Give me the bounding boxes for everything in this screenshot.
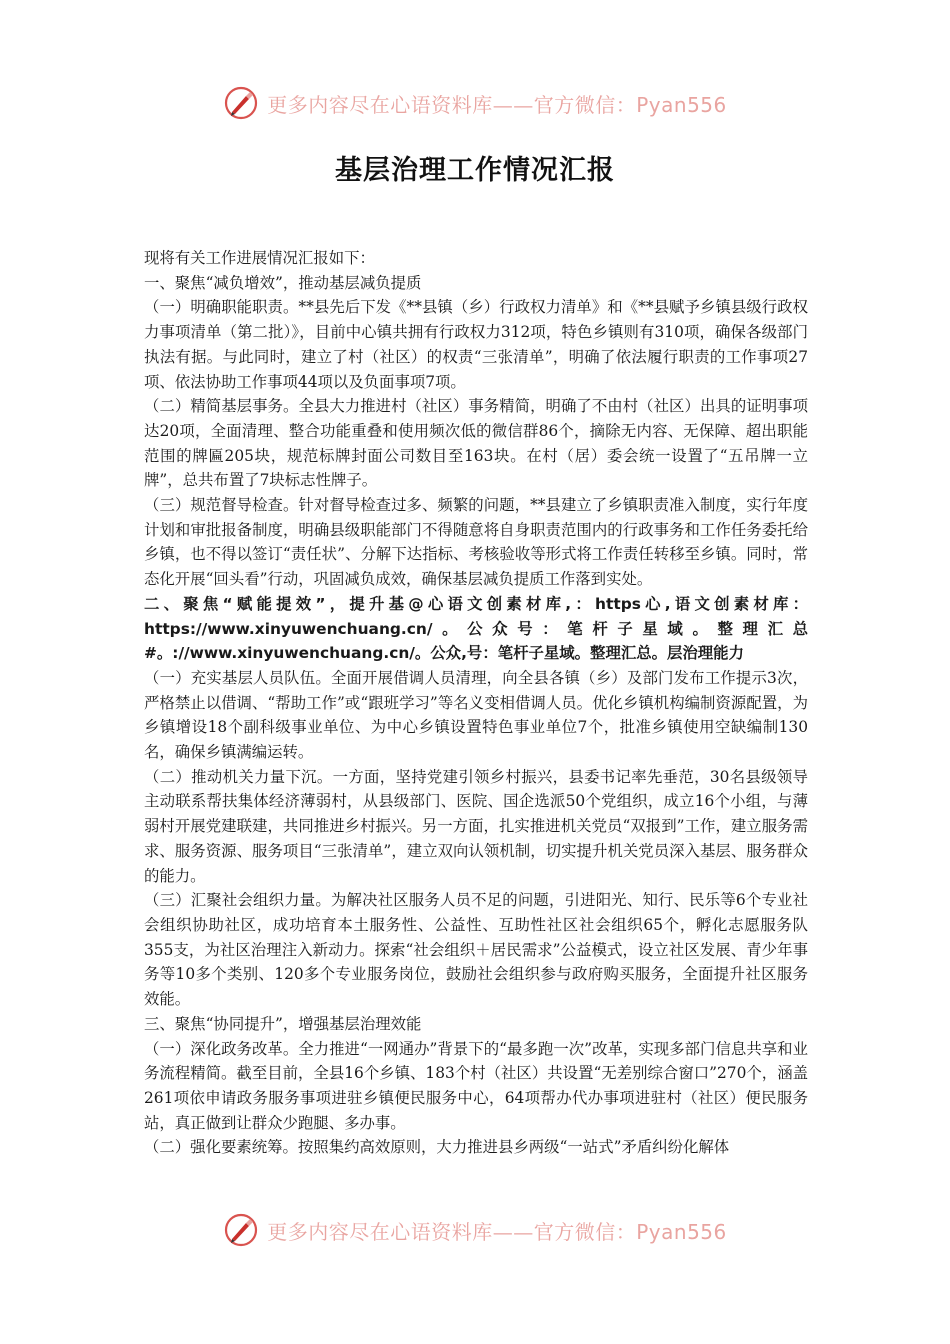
document-body bbox=[144, 246, 808, 1160]
paragraph: （一）明确职能职责。**县先后下发《**县镇（乡）行政权力清单》和《**县赋予乡镇县级行政权力事项清单（第二批）》，目前中心镇共拥有行政权力312项，特色乡镇则有310项，确保各级部门执法有据。与此同时，建立了村（社区）的权责“三张清单”，明确了依法履行职责的工作事项27项、依法协助工作事项44项以及负面事项7项。 bbox=[144, 298, 808, 391]
paragraph: （三）汇聚社会组织力量。为解决社区服务人员不足的问题，引进阳光、知行、民乐等6个专业社会组织协助社区，成功培育本土服务性、公益性、互助性社区社会组织65个，孵化志愿服务队355支，为社区治理注入新动力。探索“社会组织＋居民需求”公益模式，设立社区发展、青少年事务等10多个类别、120多个专业服务岗位，鼓励社会组织参与政府购买服务，全面提升社区服务效能。 bbox=[144, 891, 808, 1009]
pen-logo-icon bbox=[223, 1212, 259, 1248]
paragraph: （二）精简基层事务。全县大力推进村（社区）事务精简，明确了不由村（社区）出具的证明事项达20项，全面清理、整合功能重叠和使用频次低的微信群86个，摘除无内容、无保障、超出职能范围的牌匾205块，规范标牌封面公司数目至163块。在村（居）委会统一设置了“五吊牌一立牌”，总共布置了7块标志性牌子。 bbox=[144, 397, 808, 490]
paragraph: （二）强化要素统筹。按照集约高效原则，大力推进县乡两级“一站式”矛盾纠纷化解体 bbox=[144, 1138, 730, 1157]
section-heading-3: 三、聚焦“协同提升”，增强基层治理效能 bbox=[144, 1014, 422, 1033]
paragraph: （二）推动机关力量下沉。一方面，坚持党建引领乡村振兴，县委书记率先垂范，30名县级领导主动联系帮扶集体经济薄弱村，从县级部门、医院、国企选派50个党组织，成立16个小组，与薄弱村开展党建联建，共同推进乡村振兴。另一方面，扎实推进机关党员“双报到”工作，建立服务需求、服务资源、服务项目“三张清单”，建立双向认领机制，切实提升机关党员深入基层、服务群众的能力。 bbox=[144, 767, 808, 885]
section-heading-1: 一、聚焦“减负增效”，推动基层减负提质 bbox=[144, 273, 422, 292]
banner-text: 更多内容尽在心语资料库——官方微信：Pyan556 bbox=[267, 1219, 727, 1244]
watermark-banner-top bbox=[0, 80, 950, 126]
banner-wechat-id: Pyan556 bbox=[636, 92, 727, 117]
intro-paragraph: 现将有关工作进展情况汇报如下： bbox=[144, 249, 375, 267]
paragraph: （三）规范督导检查。针对督导检查过多、频繁的问题，**县建立了乡镇职责准入制度，实行年度计划和审批报备制度，明确县级职能部门不得随意将自身职责范围内的行政事务和工作任务委托给乡镇，也不得以签订“责任状”、分解下达指标、考核验收等形式将工作责任转移至乡镇。同时，常态化开展“回头看”行动，巩固减负成效，确保基层减负提质工作落到实处。 bbox=[144, 496, 808, 589]
banner-wechat-id: Pyan556 bbox=[636, 1219, 727, 1244]
pen-logo-icon bbox=[223, 85, 259, 121]
paragraph: （一）深化政务改革。全力推进“一网通办”背景下的“最多跑一次”改革，实现多部门信息共享和业务流程精简。截至目前，全县16个乡镇、183个村（社区）共设置“无差别综合窗口”270个，涵盖261项依申请政务服务事项进驻乡镇便民服务中心，64项帮办代办事项进驻村（社区）便民服务站，真正做到让群众少跑腿、多办事。 bbox=[144, 1039, 808, 1132]
watermark-banner-bottom bbox=[0, 1207, 950, 1253]
banner-text: 更多内容尽在心语资料库——官方微信：Pyan556 bbox=[267, 92, 727, 117]
paragraph: （一）充实基层人员队伍。全面开展借调人员清理，向全县各镇（乡）及部门发布工作提示3次，严格禁止以借调、“帮助工作”或“跟班学习”等名义变相借调人员。优化乡镇机构编制资源配置，为乡镇增设18个副科级事业单位、为中心乡镇设置特色事业单位7个，批准乡镇使用空缺编制130名，确保乡镇满编运转。 bbox=[144, 668, 808, 762]
document-title: 基层治理工作情况汇报 bbox=[335, 155, 615, 186]
section-heading-2: 二、聚焦“赋能提效”，提升基@心语文创素材库,：https心,语文创素材库：https://www.xinyuwenchuang.cn/。公众号：笔杆子星域。整理汇总#。://www.xinyuwenchuang.cn/。公众,号：笔杆子星域。整理汇总。层治理能力 bbox=[144, 594, 808, 663]
